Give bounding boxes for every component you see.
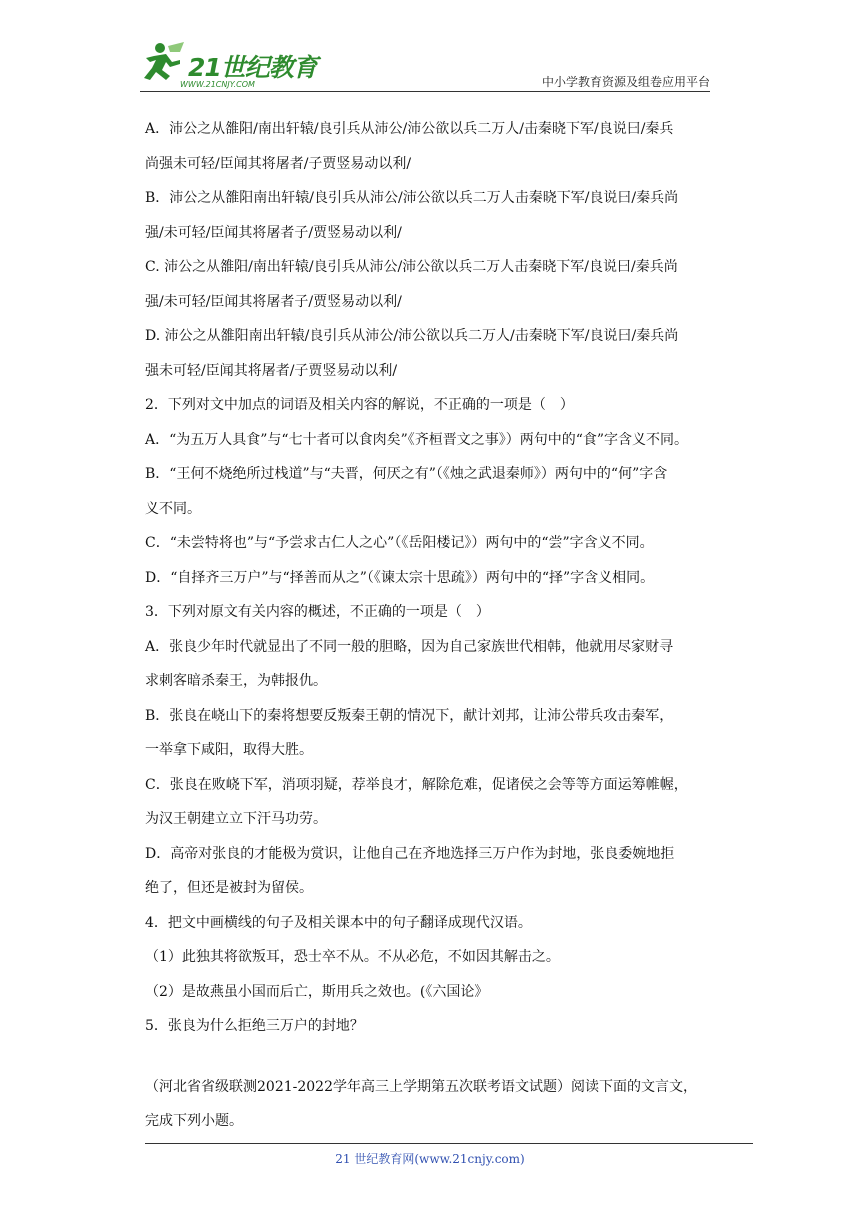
text-line: B．张良在峣山下的秦将想要反叛秦王朝的情况下，献计刘邦，让沛公带兵攻击秦军， [145,707,674,724]
text-line: A．张良少年时代就显出了不同一般的胆略，因为自己家族世代相韩，他就用尽家财寻 [145,638,674,655]
footer-divider [145,1143,753,1144]
text-line: （2）是故燕虽小国而后亡，斯用兵之效也。(《六国论》 [145,983,489,1000]
question-4: 4．把文中画横线的句子及相关课本中的句子翻译成现代汉语。 [145,914,532,931]
text-line: D．高帝对张良的才能极为赏识，让他自己在齐地选择三万户作为封地，张良委婉地拒 [145,845,675,862]
header-divider [140,91,710,92]
text-line: C. 沛公之从雒阳/南出轩辕/良引兵从沛公/沛公欲以兵二万人击秦晓下军/良说曰/秦兵尚 [145,259,678,275]
question-2: 2．下列对文中加点的词语及相关内容的解说，不正确的一项是（ ） [145,397,574,413]
text-line: B．“王何不烧绝所过栈道”与“夫晋，何厌之有”（《烛之武退秦师》）两句中的“何”字含 [145,466,668,482]
text-line: C．“未尝特将也”与“予尝求古仁人之心”（《岳阳楼记》）两句中的“尝”字含义不同。 [145,535,654,551]
text-line: 义不同。 [145,500,201,517]
runner-icon [140,40,190,84]
text-line: C．张良在败峣下军，消项羽疑，荐举良才，解除危难，促诸侯之会等等方面运筹帷幄， [145,776,688,793]
text-line: 强未可轻/臣闻其将屠者/子贾竖易动以利/ [145,362,398,379]
text-line: 完成下列小题。 [145,1113,243,1129]
document-body [145,112,717,1139]
text-line: 一举拿下咸阳，取得大胜。 [145,742,313,758]
logo [140,40,320,96]
question-3: 3．下列对原文有关内容的概述，不正确的一项是（ ） [145,604,490,620]
text-line: A．“为五万人具食”与“七十者可以食肉矣”《齐桓晋文之事》）两句中的“食”字含义不同。 [145,431,689,448]
platform-title: 中小学教育资源及组卷应用平台 [541,75,710,89]
text-line: 强/未可轻/臣闻其将屠者子/贾竖易动以利/ [145,293,402,310]
text-line: B．沛公之从雒阳南出轩辕/良引兵从沛公/沛公欲以兵二万人击秦晓下军/良说曰/秦兵尚 [145,190,679,206]
page-footer: 21 世纪教育网(www.21cnjy.com) [335,1152,525,1166]
text-line: D. 沛公之从雒阳南出轩辕/良引兵从沛公/沛公欲以兵二万人/击秦晓下军/良说曰/秦兵尚 [145,328,679,344]
page-header [0,0,860,100]
text-line: （1）此独其将欲叛耳，恐士卒不从。不从必危，不如因其解击之。 [145,949,560,965]
text-line: 求刺客暗杀秦王，为韩报仇。 [145,673,327,689]
text-line: D．“自择齐三万户”与“择善而从之”（《谏太宗十思疏》）两句中的“择”字含义相同。 [145,569,655,586]
text-line: 绝了，但还是被封为留侯。 [145,880,313,896]
text-line: 尚强未可轻/臣闻其将屠者/子贾竖易动以利/ [145,155,412,172]
question-5: 5．张良为什么拒绝三万户的封地？ [145,1018,364,1034]
logo-text: 21世纪教育 [188,53,317,82]
text-line: （河北省省级联测2021-2022学年高三上学期第五次联考语文试题）阅读下面的文言文， [145,1078,697,1095]
text-line: A．沛公之从雒阳/南出轩辕/良引兵从沛公/沛公欲以兵二万人/击秦晓下军/良说曰/秦兵 [145,121,674,137]
text-line: 为汉王朝建立立下汗马功劳。 [145,811,327,827]
logo-url: WWW.21CNJY.COM [180,80,255,89]
text-line: 强/未可轻/臣闻其将屠者子/贾竖易动以利/ [145,224,402,241]
